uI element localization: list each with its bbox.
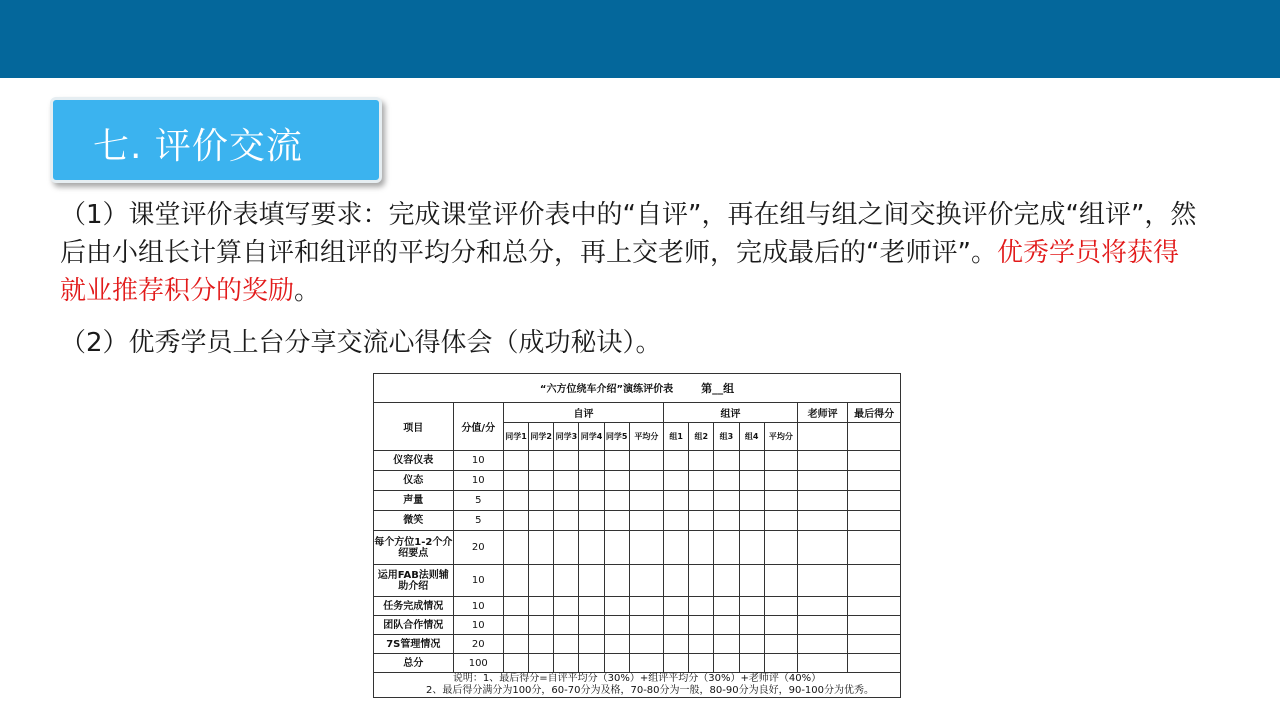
- score-entry-cell[interactable]: [554, 531, 579, 565]
- evaluation-sheet: [373, 373, 901, 707]
- score-entry-cell[interactable]: [848, 491, 901, 511]
- row-item-label: 声量: [374, 491, 454, 511]
- score-entry-cell[interactable]: [529, 616, 554, 635]
- sub-header-group-4: 组4: [739, 423, 764, 451]
- row-item-label: 团队合作情况: [374, 616, 454, 635]
- sub-header-group-1: 组1: [664, 423, 689, 451]
- score-entry-cell[interactable]: [579, 635, 604, 654]
- sub-header-self-average: 平均分: [629, 423, 663, 451]
- score-entry-cell[interactable]: [714, 565, 739, 597]
- score-entry-cell[interactable]: [503, 451, 528, 471]
- score-entry-cell[interactable]: [604, 451, 629, 471]
- score-entry-cell[interactable]: [689, 511, 714, 531]
- table-row: [374, 616, 901, 635]
- score-entry-cell[interactable]: [554, 511, 579, 531]
- score-entry-cell[interactable]: [739, 565, 764, 597]
- score-entry-cell[interactable]: [629, 491, 663, 511]
- header-teacher-eval: 老师评: [797, 403, 847, 423]
- score-entry-cell[interactable]: [797, 491, 847, 511]
- score-entry-cell[interactable]: [714, 531, 739, 565]
- score-entry-cell[interactable]: [529, 565, 554, 597]
- score-entry-cell[interactable]: [664, 635, 689, 654]
- score-entry-cell[interactable]: [797, 635, 847, 654]
- score-entry-cell[interactable]: [503, 471, 528, 491]
- score-entry-cell[interactable]: [629, 451, 663, 471]
- teacher-blank: [797, 423, 847, 451]
- score-entry-cell[interactable]: [797, 531, 847, 565]
- score-entry-cell[interactable]: [714, 511, 739, 531]
- score-entry-cell[interactable]: [689, 597, 714, 616]
- score-entry-cell[interactable]: [764, 635, 797, 654]
- sub-header-student-4: 同学4: [579, 423, 604, 451]
- section-title: 七. 评价交流: [93, 126, 303, 167]
- requirement-end: 。: [294, 276, 321, 306]
- score-entry-cell[interactable]: [604, 616, 629, 635]
- row-item-label: 微笑: [374, 511, 454, 531]
- score-entry-cell[interactable]: [848, 471, 901, 491]
- header-self-eval: 自评: [503, 403, 663, 423]
- score-entry-cell[interactable]: [503, 616, 528, 635]
- score-entry-cell[interactable]: [579, 531, 604, 565]
- score-entry-cell[interactable]: [797, 616, 847, 635]
- score-entry-cell[interactable]: [664, 654, 689, 673]
- score-entry-cell[interactable]: [579, 597, 604, 616]
- score-entry-cell[interactable]: [604, 565, 629, 597]
- score-entry-cell[interactable]: [604, 635, 629, 654]
- table-row: [374, 597, 901, 616]
- score-entry-cell[interactable]: [629, 565, 663, 597]
- score-entry-cell[interactable]: [629, 635, 663, 654]
- score-entry-cell[interactable]: [554, 471, 579, 491]
- score-entry-cell[interactable]: [503, 491, 528, 511]
- score-entry-cell[interactable]: [554, 635, 579, 654]
- row-score-value: 10: [453, 565, 503, 597]
- score-entry-cell[interactable]: [664, 511, 689, 531]
- score-entry-cell[interactable]: [554, 616, 579, 635]
- score-entry-cell[interactable]: [579, 565, 604, 597]
- score-entry-cell[interactable]: [797, 451, 847, 471]
- score-entry-cell[interactable]: [848, 635, 901, 654]
- score-entry-cell[interactable]: [797, 565, 847, 597]
- final-blank: [848, 423, 901, 451]
- score-entry-cell[interactable]: [664, 471, 689, 491]
- score-entry-cell[interactable]: [579, 616, 604, 635]
- score-entry-cell[interactable]: [714, 635, 739, 654]
- score-entry-cell[interactable]: [689, 616, 714, 635]
- score-entry-cell[interactable]: [503, 531, 528, 565]
- score-entry-cell[interactable]: [503, 635, 528, 654]
- score-entry-cell[interactable]: [664, 531, 689, 565]
- score-entry-cell[interactable]: [664, 597, 689, 616]
- score-entry-cell[interactable]: [689, 635, 714, 654]
- row-item-label: 运用FAB法则辅助介绍: [374, 565, 454, 597]
- evaluation-table: [373, 373, 901, 698]
- score-entry-cell[interactable]: [714, 654, 739, 673]
- score-entry-cell[interactable]: [604, 471, 629, 491]
- score-entry-cell[interactable]: [664, 491, 689, 511]
- sub-header-student-1: 同学1: [503, 423, 528, 451]
- score-entry-cell[interactable]: [848, 616, 901, 635]
- score-entry-cell[interactable]: [797, 597, 847, 616]
- section-title-box: [50, 97, 382, 183]
- note-line-1: 说明：1、最后得分=自评平均分（30%）+组评平均分（30%）+老师评（40%）: [452, 673, 822, 684]
- score-entry-cell[interactable]: [689, 451, 714, 471]
- score-entry-cell[interactable]: [604, 511, 629, 531]
- score-entry-cell[interactable]: [848, 451, 901, 471]
- score-entry-cell[interactable]: [714, 451, 739, 471]
- score-entry-cell[interactable]: [714, 491, 739, 511]
- row-score-value: 5: [453, 491, 503, 511]
- score-entry-cell[interactable]: [848, 565, 901, 597]
- table-row: [374, 654, 901, 673]
- score-entry-cell[interactable]: [629, 511, 663, 531]
- score-entry-cell[interactable]: [764, 531, 797, 565]
- score-entry-cell[interactable]: [714, 471, 739, 491]
- sub-header-student-3: 同学3: [554, 423, 579, 451]
- row-score-value: 10: [453, 616, 503, 635]
- score-entry-cell[interactable]: [629, 616, 663, 635]
- sub-header-student-2: 同学2: [529, 423, 554, 451]
- score-entry-cell[interactable]: [739, 511, 764, 531]
- score-entry-cell[interactable]: [529, 635, 554, 654]
- score-entry-cell[interactable]: [604, 531, 629, 565]
- row-score-value: 100: [453, 654, 503, 673]
- score-entry-cell[interactable]: [529, 491, 554, 511]
- table-caption: “六方位绕车介绍”演练评价表 第__组: [374, 374, 901, 403]
- score-entry-cell[interactable]: [579, 471, 604, 491]
- score-entry-cell[interactable]: [797, 654, 847, 673]
- score-entry-cell[interactable]: [689, 471, 714, 491]
- score-entry-cell[interactable]: [848, 654, 901, 673]
- score-entry-cell[interactable]: [579, 451, 604, 471]
- header-score: 分值/分: [453, 403, 503, 451]
- table-row: [374, 635, 901, 654]
- table-row: [374, 531, 901, 565]
- score-entry-cell[interactable]: [529, 511, 554, 531]
- score-entry-cell[interactable]: [554, 451, 579, 471]
- table-row: [374, 511, 901, 531]
- score-entry-cell[interactable]: [714, 597, 739, 616]
- score-entry-cell[interactable]: [529, 531, 554, 565]
- sub-header-group-2: 组2: [689, 423, 714, 451]
- score-entry-cell[interactable]: [764, 451, 797, 471]
- score-entry-cell[interactable]: [764, 654, 797, 673]
- score-entry-cell[interactable]: [604, 597, 629, 616]
- score-entry-cell[interactable]: [664, 565, 689, 597]
- score-entry-cell[interactable]: [629, 654, 663, 673]
- score-entry-cell[interactable]: [503, 565, 528, 597]
- table-notes: [374, 673, 901, 698]
- header-final-score: 最后得分: [848, 403, 901, 423]
- score-entry-cell[interactable]: [848, 511, 901, 531]
- score-entry-cell[interactable]: [689, 491, 714, 511]
- score-entry-cell[interactable]: [629, 597, 663, 616]
- row-item-label: 任务完成情况: [374, 597, 454, 616]
- score-entry-cell[interactable]: [689, 531, 714, 565]
- score-entry-cell[interactable]: [604, 491, 629, 511]
- score-entry-cell[interactable]: [739, 531, 764, 565]
- score-entry-cell[interactable]: [664, 616, 689, 635]
- reward-highlight: 优秀学员将获得就业推荐积分的奖励: [60, 238, 1179, 306]
- score-entry-cell[interactable]: [764, 491, 797, 511]
- score-entry-cell[interactable]: [739, 451, 764, 471]
- group-number-label: 第__组: [701, 382, 735, 395]
- score-entry-cell[interactable]: [529, 451, 554, 471]
- sub-header-group-3: 组3: [714, 423, 739, 451]
- score-entry-cell[interactable]: [764, 565, 797, 597]
- score-entry-cell[interactable]: [764, 471, 797, 491]
- row-item-label: 仪态: [374, 471, 454, 491]
- score-entry-cell[interactable]: [554, 654, 579, 673]
- table-body: [374, 451, 901, 673]
- header-item: 项目: [374, 403, 454, 451]
- table-row: [374, 565, 901, 597]
- score-entry-cell[interactable]: [604, 654, 629, 673]
- sub-header-group-average: 平均分: [764, 423, 797, 451]
- score-entry-cell[interactable]: [529, 471, 554, 491]
- row-score-value: 20: [453, 635, 503, 654]
- table-row: [374, 471, 901, 491]
- score-entry-cell[interactable]: [739, 471, 764, 491]
- score-entry-cell[interactable]: [764, 511, 797, 531]
- score-entry-cell[interactable]: [739, 616, 764, 635]
- score-entry-cell[interactable]: [739, 491, 764, 511]
- row-score-value: 5: [453, 511, 503, 531]
- row-score-value: 10: [453, 471, 503, 491]
- score-entry-cell[interactable]: [739, 654, 764, 673]
- score-entry-cell[interactable]: [554, 565, 579, 597]
- score-entry-cell[interactable]: [689, 654, 714, 673]
- score-entry-cell[interactable]: [529, 597, 554, 616]
- score-entry-cell[interactable]: [714, 616, 739, 635]
- table-row: [374, 451, 901, 471]
- score-entry-cell[interactable]: [503, 597, 528, 616]
- score-entry-cell[interactable]: [579, 491, 604, 511]
- score-entry-cell[interactable]: [554, 597, 579, 616]
- score-entry-cell[interactable]: [797, 511, 847, 531]
- requirement-text: （1）课堂评价表填写要求：完成课堂评价表中的“自评”，再在组与组之间交换评价完成“组评”，然后由小组长计算自评和组评的平均分和总分，再上交老师，完成最后的“老师评”。: [60, 200, 1197, 268]
- row-item-label: 总分: [374, 654, 454, 673]
- score-entry-cell[interactable]: [579, 654, 604, 673]
- score-entry-cell[interactable]: [629, 531, 663, 565]
- score-entry-cell[interactable]: [554, 491, 579, 511]
- note-line-2: 2、最后得分满分为100分，60-70分为及格，70-80分为一般，80-90分为良好，90-100分为优秀。: [425, 685, 875, 696]
- score-entry-cell[interactable]: [764, 616, 797, 635]
- score-entry-cell[interactable]: [529, 654, 554, 673]
- header-group-eval: 组评: [664, 403, 798, 423]
- sharing-paragraph: （2）优秀学员上台分享交流心得体会（成功秘诀）。: [60, 328, 662, 358]
- score-entry-cell[interactable]: [503, 511, 528, 531]
- score-entry-cell[interactable]: [764, 597, 797, 616]
- row-item-label: 7S管理情况: [374, 635, 454, 654]
- score-entry-cell[interactable]: [689, 565, 714, 597]
- row-item-label: 每个方位1-2个介绍要点: [374, 531, 454, 565]
- row-item-label: 仪容仪表: [374, 451, 454, 471]
- score-entry-cell[interactable]: [739, 635, 764, 654]
- score-entry-cell[interactable]: [797, 471, 847, 491]
- score-entry-cell[interactable]: [848, 531, 901, 565]
- table-row: [374, 491, 901, 511]
- row-score-value: 20: [453, 531, 503, 565]
- score-entry-cell[interactable]: [739, 597, 764, 616]
- score-entry-cell[interactable]: [848, 597, 901, 616]
- requirement-paragraph: [60, 196, 1200, 310]
- score-entry-cell[interactable]: [503, 654, 528, 673]
- row-score-value: 10: [453, 451, 503, 471]
- top-banner: [0, 0, 1280, 78]
- score-entry-cell[interactable]: [579, 511, 604, 531]
- sub-header-student-5: 同学5: [604, 423, 629, 451]
- score-entry-cell[interactable]: [664, 451, 689, 471]
- score-entry-cell[interactable]: [629, 471, 663, 491]
- row-score-value: 10: [453, 597, 503, 616]
